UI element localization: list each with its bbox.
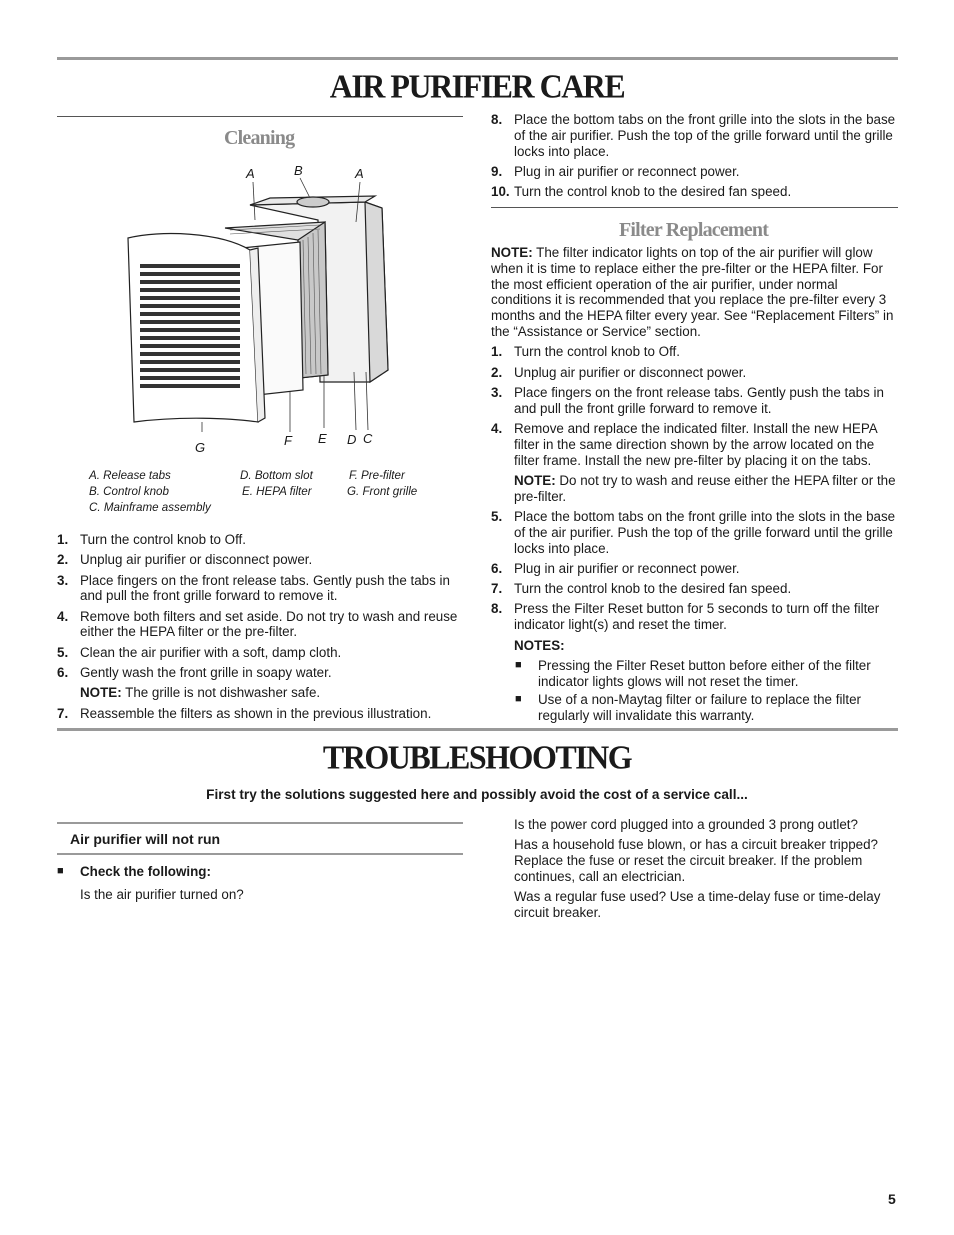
question: Is the power cord plugged into a grounded 3 prong outlet? <box>514 817 858 832</box>
bullet-square-icon: ■ <box>515 658 522 671</box>
list-item: 6. Plug in air purifier or reconnect power. <box>491 560 740 576</box>
cleaning-heading: Cleaning <box>224 127 295 149</box>
list-item: 1. Turn the control knob to Off. <box>491 344 680 360</box>
list-item: 4. Remove both filters and set aside. Do not try to wash and reuse either the HEPA filter or the pre-filter. <box>57 608 458 640</box>
troubleshooting-intro: First try the solutions suggested here and possibly avoid the cost of a service call... <box>206 787 748 802</box>
list-item: 2. Unplug air purifier or disconnect power. <box>57 552 313 568</box>
troubleshooting-rule <box>57 728 898 731</box>
list-item: 3. Place fingers on the front release tabs. Gently push the tabs in and pull the front grille forward to remove it. <box>491 384 884 416</box>
problem-heading: Air purifier will not run <box>70 831 221 847</box>
diagram-label-b: B <box>294 163 303 178</box>
page-title-troubleshooting: TROUBLESHOOTING <box>322 738 632 776</box>
problem-rule-bottom <box>57 853 463 855</box>
page-number: 5 <box>888 1191 896 1207</box>
legend-bottom-slot: D. Bottom slot <box>240 469 313 482</box>
diagram-label-d: D <box>347 432 357 447</box>
list-item: 6. Gently wash the front grille in soapy water. <box>57 665 332 681</box>
list-item: 4. Remove and replace the indicated filter. Install the new HEPA filter in the same direction shown by the arrow located on the filter frame. Install the new pre-filter by placing it on the tabs. <box>491 420 877 468</box>
list-item: 2. Unplug air purifier or disconnect power. <box>491 364 747 380</box>
filter-note: NOTE: The filter indicator lights on top of the air purifier will glow when it is time to replace either the pre-filter or the HEPA filter. For the most efficient operation of the air purifier, under normal conditions it is recommended that you replace the pre-filter every 3 months and the HEPA filter every year. See “Replacement Filters” in the “Assistance or Service” section. <box>491 245 894 339</box>
bullet-square-icon: ■ <box>515 693 522 706</box>
list-item: ■ Pressing the Filter Reset button before either of the filter indicator lights glows will not reset the timer. <box>515 657 871 689</box>
legend-mainframe: C. Mainframe assembly <box>89 501 211 514</box>
diagram-label-f: F <box>284 433 292 448</box>
question: Was a regular fuse used? Use a time-delay fuse or time-delay circuit breaker. <box>514 889 881 920</box>
wash-note: NOTE: Do not try to wash and reuse either the HEPA filter or the pre-filter. <box>514 472 896 504</box>
list-item: 7. Turn the control knob to the desired fan speed. <box>491 581 792 597</box>
diagram-label-a-right: A <box>355 166 364 181</box>
air-purifier-illustration <box>120 160 420 460</box>
question: Has a household fuse blown, or has a circuit breaker tripped? Replace the fuse or reset the circuit breaker. If the problem continues, call an electrician. <box>514 837 878 884</box>
check-item: ■ Check the following: <box>57 864 211 879</box>
list-item: 10. Turn the control knob to the desired fan speed. <box>491 184 792 200</box>
reassembly-steps <box>491 112 898 204</box>
legend-pre-filter: F. Pre-filter <box>349 469 405 482</box>
top-rule <box>57 57 898 60</box>
notes-label: NOTES: <box>514 637 565 653</box>
list-item: 9. Plug in air purifier or reconnect power. <box>491 163 740 179</box>
list-item: 8. Place the bottom tabs on the front grille into the slots in the base of the air purifier. Push the top of the grille forward until the grille locks into place. <box>491 112 896 159</box>
legend-front-grille: G. Front grille <box>347 485 418 498</box>
cleaning-rule <box>57 116 463 117</box>
legend-control-knob: B. Control knob <box>89 485 169 498</box>
cleaning-steps <box>57 532 467 726</box>
list-item: 3. Place fingers on the front release tabs. Gently push the tabs in and pull the front grille forward to remove it. <box>57 572 450 604</box>
troubleshooting-right <box>514 817 898 925</box>
list-item: 8. Press the Filter Reset button for 5 seconds to turn off the filter indicator light(s) and reset the timer. <box>491 601 880 633</box>
diagram-label-e: E <box>318 431 327 446</box>
list-item: ■ Use of a non-Maytag filter or failure to replace the filter regularly will invalidate this warranty. <box>515 692 862 724</box>
bullet-square-icon: ■ <box>57 865 64 877</box>
list-item: 7. Reassemble the filters as shown in the previous illustration. <box>57 705 432 721</box>
list-item: 5. Place the bottom tabs on the front grille into the slots in the base of the air purifier. Push the top of the grille forward until the grille locks into place. <box>491 508 896 556</box>
problem-rule-top <box>57 822 463 824</box>
diagram-label-g: G <box>195 440 206 455</box>
list-item: 5. Clean the air purifier with a soft, damp cloth. <box>57 644 342 660</box>
filter-heading: Filter Replacement <box>619 219 769 241</box>
question: Is the air purifier turned on? <box>80 886 244 902</box>
diagram-label-a-left: A <box>246 166 255 181</box>
grille-note: NOTE: The grille is not dishwasher safe. <box>80 685 321 701</box>
legend-hepa-filter: E. HEPA filter <box>242 485 312 498</box>
troubleshooting-left <box>57 864 463 907</box>
legend-release-tabs: A. Release tabs <box>89 469 171 482</box>
diagram-label-c: C <box>363 431 373 446</box>
filter-rule <box>491 207 898 208</box>
air-purifier-diagram <box>120 160 420 460</box>
list-item: 1. Turn the control knob to Off. <box>57 532 246 547</box>
filter-section <box>491 245 898 727</box>
page-title-care: AIR PURIFIER CARE <box>329 67 625 105</box>
